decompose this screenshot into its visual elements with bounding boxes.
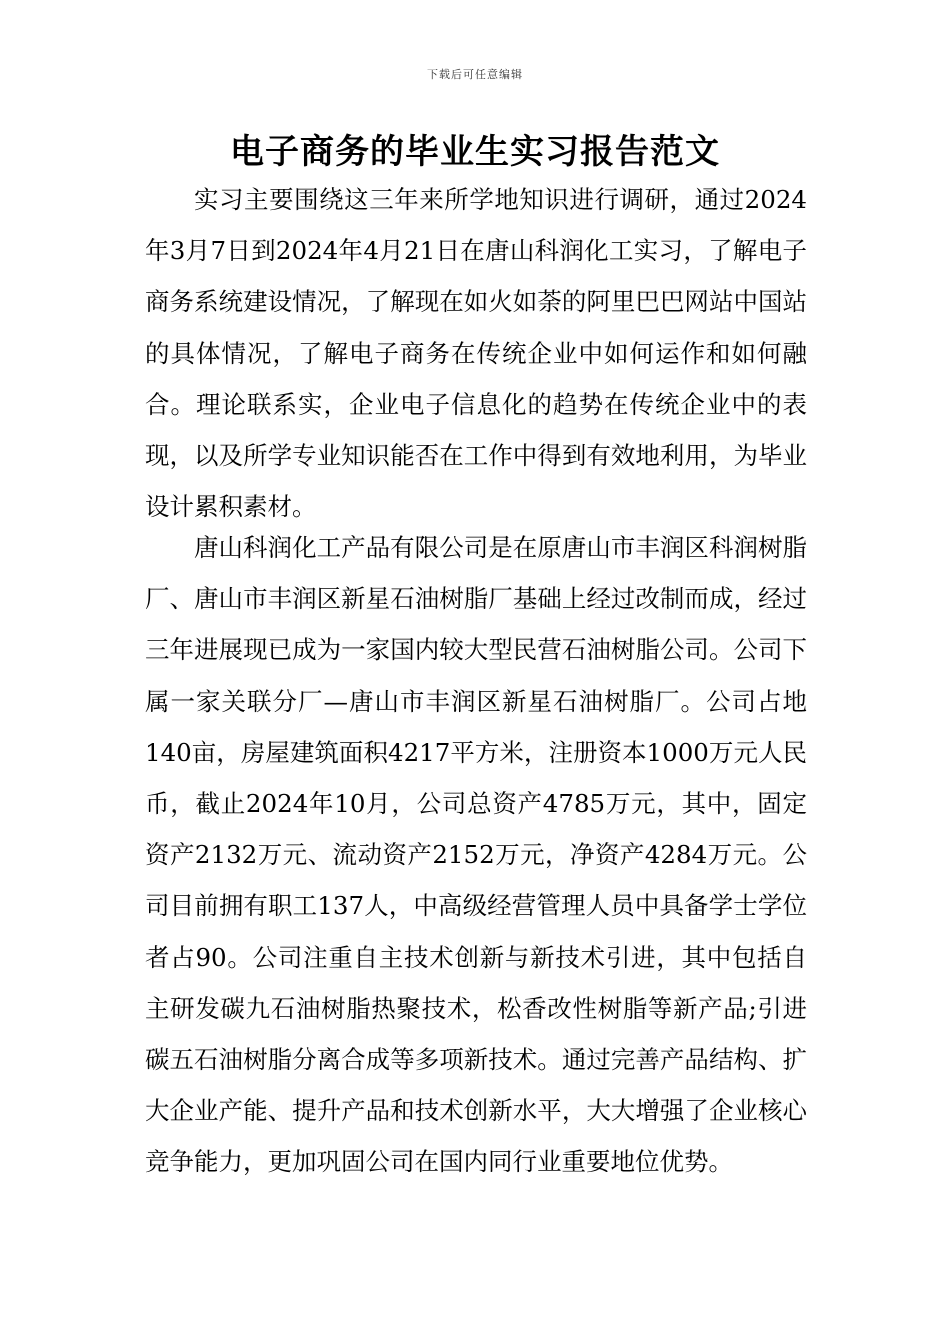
paragraph-2: 唐山科润化工产品有限公司是在原唐山市丰润区科润树脂厂、唐山市丰润区新星石油树脂厂基础上经过改制而成，经过三年进展现已成为一家国内较大型民营石油树脂公司。公司下属一家关联分厂—唐山市丰润区新星石油树脂厂。公司占地140亩，房屋建筑面积4217平方米，注册资本1000万元人民币，截止2024年10月，公司总资产4785万元，其中，固定资产2132万元、流动资产2152万元，净资产4284万元。公司目前拥有职工137人，中高级经营管理人员中具备学士学位者占90。公司注重自主技术创新与新技术引进，其中包括自主研发碳九石油树脂热聚技术，松香改性树脂等新产品;引进碳五石油树脂分离合成等多项新技术。通过完善产品结构、扩大企业产能、提升产品和技术创新水平，大大增强了企业核心竞争能力，更加巩固公司在国内同行业重要地位优势。 — [145, 533, 807, 1177]
page-title: 电子商务的毕业生实习报告范文 — [230, 132, 720, 172]
header-note: 下载后可任意编辑 — [427, 68, 523, 81]
paragraph-1: 实习主要围绕这三年来所学地知识进行调研，通过2024年3月7日到2024年4月21日在唐山科润化工实习，了解电子商务系统建设情况，了解现在如火如荼的阿里巴巴网站中国站的具体情况，了解电子商务在传统企业中如何运作和如何融合。理论联系实，企业电子信息化的趋势在传统企业中的表现，以及所学专业知识能否在工作中得到有效地利用，为毕业设计累积素材。 — [145, 185, 807, 522]
